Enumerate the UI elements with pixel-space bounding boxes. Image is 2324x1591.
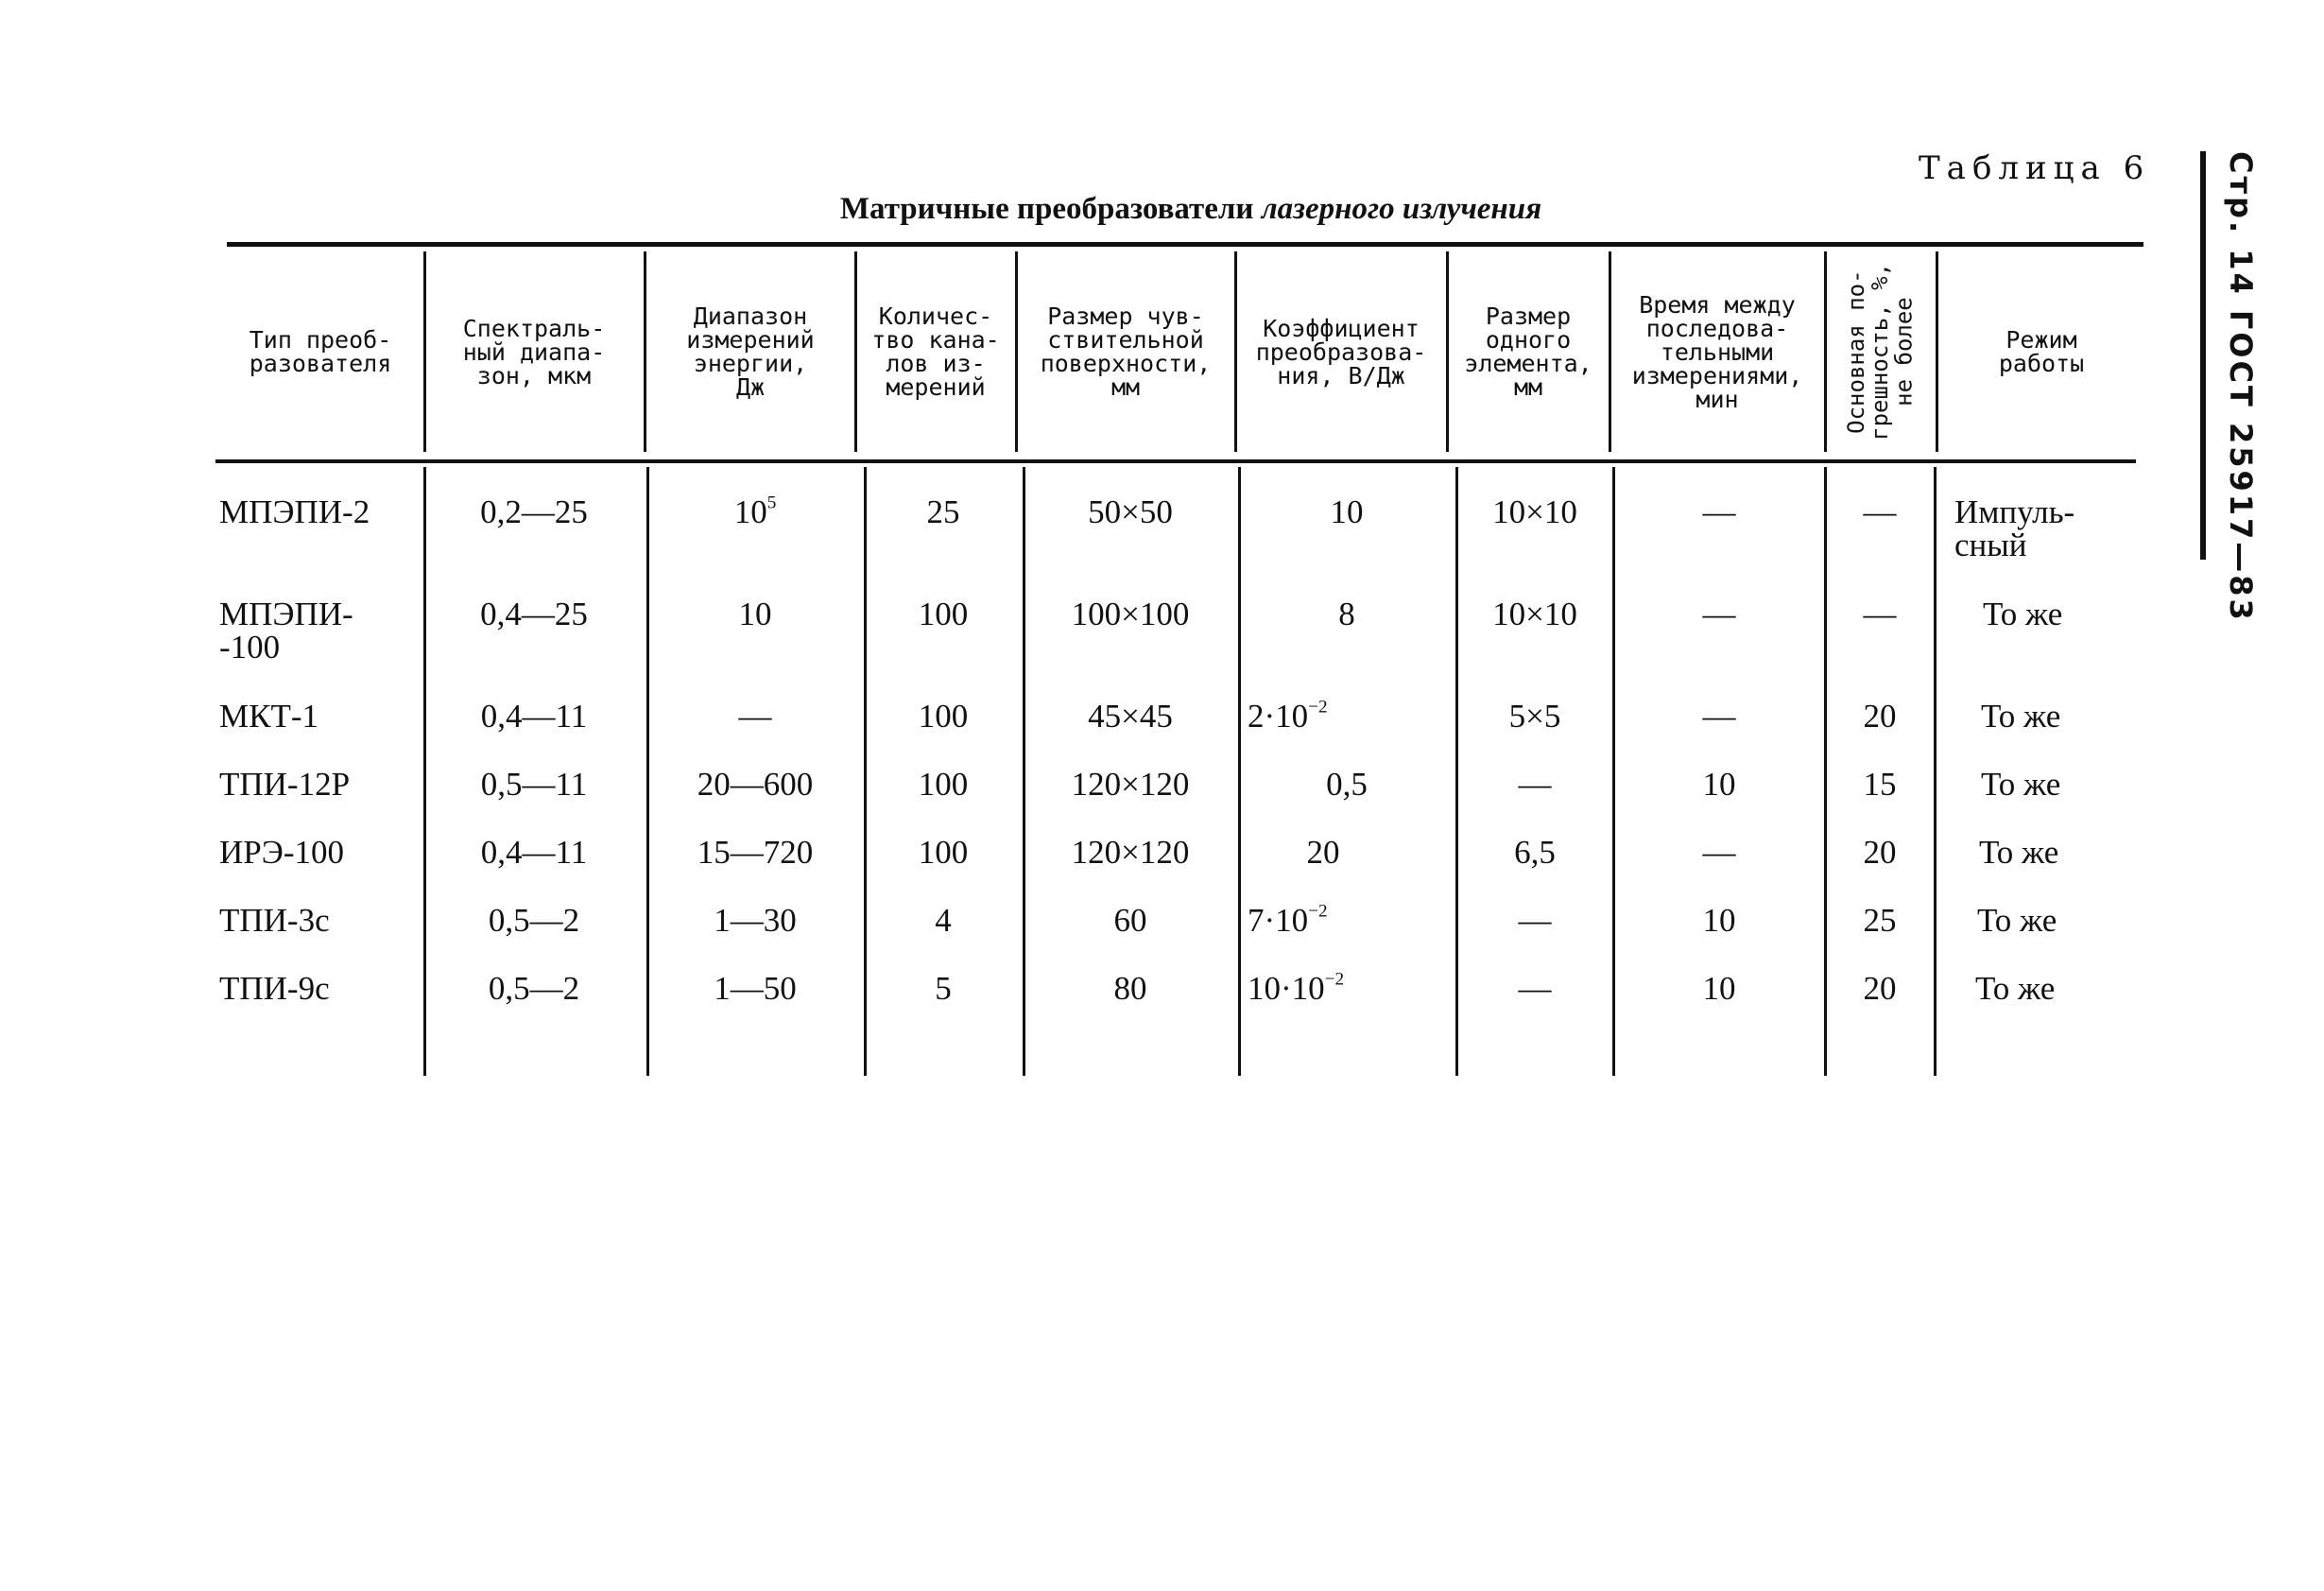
cell-type: ТПИ-9с — [219, 970, 330, 1007]
cell-type: ТПИ-3с — [219, 902, 330, 939]
header-separator — [1609, 251, 1611, 452]
cell-element: 6,5 — [1514, 834, 1556, 871]
table-row — [0, 697, 2324, 766]
cell-element: — — [1518, 902, 1552, 939]
cell-type: МПЭПИ- -100 — [219, 596, 353, 666]
side-page-header: Стр. 14 ГОСТ 25917—83 — [2223, 151, 2259, 623]
table-title — [784, 192, 1597, 227]
header-separator — [854, 251, 857, 452]
cell-surface: 45×45 — [1088, 698, 1173, 735]
cell-mode: То же — [1983, 596, 2063, 632]
cell-time: 10 — [1702, 902, 1736, 939]
cell-channels: 100 — [918, 834, 969, 871]
cell-coefficient: $7\cdot 10^{-2}$ — [1248, 901, 1328, 939]
cell-surface: 100×100 — [1071, 596, 1190, 632]
table-title-italic: лазерного излучения — [1261, 192, 1542, 226]
header-cell-mode: Режим работы — [1998, 326, 2085, 377]
header-separator — [1446, 251, 1449, 452]
cell-mode: То же — [1977, 902, 2057, 939]
cell-channels: 25 — [926, 493, 960, 530]
cell-surface: 120×120 — [1071, 766, 1190, 803]
cell-mode: То же — [1975, 970, 2056, 1007]
header-cell-channels: Количес- тво кана- лов из- мерений — [871, 303, 1000, 401]
cell-surface: 60 — [1113, 902, 1147, 939]
cell-coefficient: $10\cdot 10^{-2}$ — [1248, 969, 1345, 1007]
table-title-bold: Матричные преобразователи — [839, 192, 1262, 226]
cell-error: 25 — [1863, 902, 1897, 939]
cell-energy: 15—720 — [697, 834, 814, 871]
header-cell-energy: Диапазон измерений энергии, Дж — [686, 303, 815, 401]
cell-spectral: 0,4—11 — [480, 698, 588, 735]
cell-element: 10×10 — [1492, 493, 1577, 530]
cell-error: — — [1863, 493, 1897, 530]
cell-element: 10×10 — [1492, 596, 1577, 632]
cell-channels: 100 — [918, 698, 969, 735]
cell-element: — — [1518, 766, 1552, 803]
header-cell-coefficient: Коэффициент преобразова- ния, В/Дж — [1255, 314, 1427, 389]
cell-channels: 5 — [935, 970, 952, 1007]
table-row — [0, 901, 2324, 970]
cell-time: — — [1702, 596, 1736, 632]
table-row — [0, 495, 2324, 562]
cell-surface: 80 — [1113, 970, 1147, 1007]
header-cell-spectral: Спектраль- ный диапа- зон, мкм — [462, 314, 606, 389]
header-separator — [1936, 251, 1938, 452]
cell-spectral: 0,2—25 — [480, 493, 588, 530]
header-separator — [1824, 251, 1827, 452]
table-row — [0, 768, 2324, 834]
cell-type: ТПИ-12Р — [219, 766, 351, 803]
cell-time: — — [1702, 834, 1736, 871]
header-separator — [1015, 251, 1018, 452]
header-separator — [423, 251, 426, 452]
cell-energy: 1—50 — [714, 970, 797, 1007]
cell-coefficient: 0,5 — [1326, 766, 1368, 803]
cell-spectral: 0,4—25 — [480, 596, 588, 632]
cell-energy: — — [738, 698, 772, 735]
header-separator — [644, 251, 646, 452]
cell-surface: 50×50 — [1088, 493, 1173, 530]
cell-energy: 10 — [738, 596, 772, 632]
cell-coefficient: $2\cdot 10^{-2}$ — [1248, 697, 1328, 735]
header-cell-time: Время между последова- тельными измерениями, мин — [1631, 290, 1803, 413]
cell-channels: 100 — [918, 596, 969, 632]
cell-time: — — [1702, 493, 1736, 530]
cell-mode: То же — [1981, 766, 2061, 803]
cell-time: 10 — [1702, 766, 1736, 803]
cell-element: — — [1518, 970, 1552, 1007]
cell-type: МКТ-1 — [219, 698, 318, 735]
cell-coefficient: 10 — [1330, 493, 1364, 530]
cell-spectral: 0,4—11 — [480, 834, 588, 871]
cell-error: 15 — [1863, 766, 1897, 803]
cell-spectral: 0,5—11 — [480, 766, 588, 803]
cell-spectral: 0,5—2 — [488, 902, 580, 939]
header-separator — [1234, 251, 1237, 452]
header-cell-error: Основная по- грешность, %, не более — [1843, 263, 1918, 441]
cell-channels: 100 — [918, 766, 969, 803]
cell-error: 20 — [1863, 970, 1897, 1007]
cell-energy: 20—600 — [697, 766, 814, 803]
cell-type: МПЭПИ-2 — [219, 493, 370, 530]
cell-element: 5×5 — [1508, 698, 1561, 735]
cell-error: 20 — [1863, 834, 1897, 871]
cell-energy: $10^5$ — [733, 493, 777, 530]
header-cell-element: Размер одного элемента, мм — [1464, 303, 1592, 401]
cell-error: — — [1863, 596, 1897, 632]
header-cell-type: Тип преоб- разователя — [249, 326, 392, 377]
header-cell-surface: Размер чув- ствительной поверхности, мм — [1040, 303, 1212, 401]
table-header-rule — [215, 459, 2136, 463]
table-label: Таблица 6 — [1919, 149, 2151, 187]
cell-coefficient: 20 — [1306, 834, 1340, 871]
table-row — [0, 597, 2324, 664]
cell-coefficient: 8 — [1338, 596, 1355, 632]
cell-type: ИРЭ-100 — [219, 834, 345, 871]
cell-time: 10 — [1702, 970, 1736, 1007]
cell-surface: 120×120 — [1071, 834, 1190, 871]
cell-energy: 1—30 — [714, 902, 797, 939]
table-row — [0, 836, 2324, 902]
table-top-rule — [227, 242, 2143, 247]
cell-spectral: 0,5—2 — [488, 970, 580, 1007]
table-row — [0, 969, 2324, 1038]
cell-mode: То же — [1979, 834, 2059, 871]
cell-channels: 4 — [935, 902, 952, 939]
cell-error: 20 — [1863, 698, 1897, 735]
cell-time: — — [1702, 698, 1736, 735]
cell-mode: То же — [1981, 698, 2061, 735]
cell-mode: Импуль- сный — [1954, 493, 2075, 563]
